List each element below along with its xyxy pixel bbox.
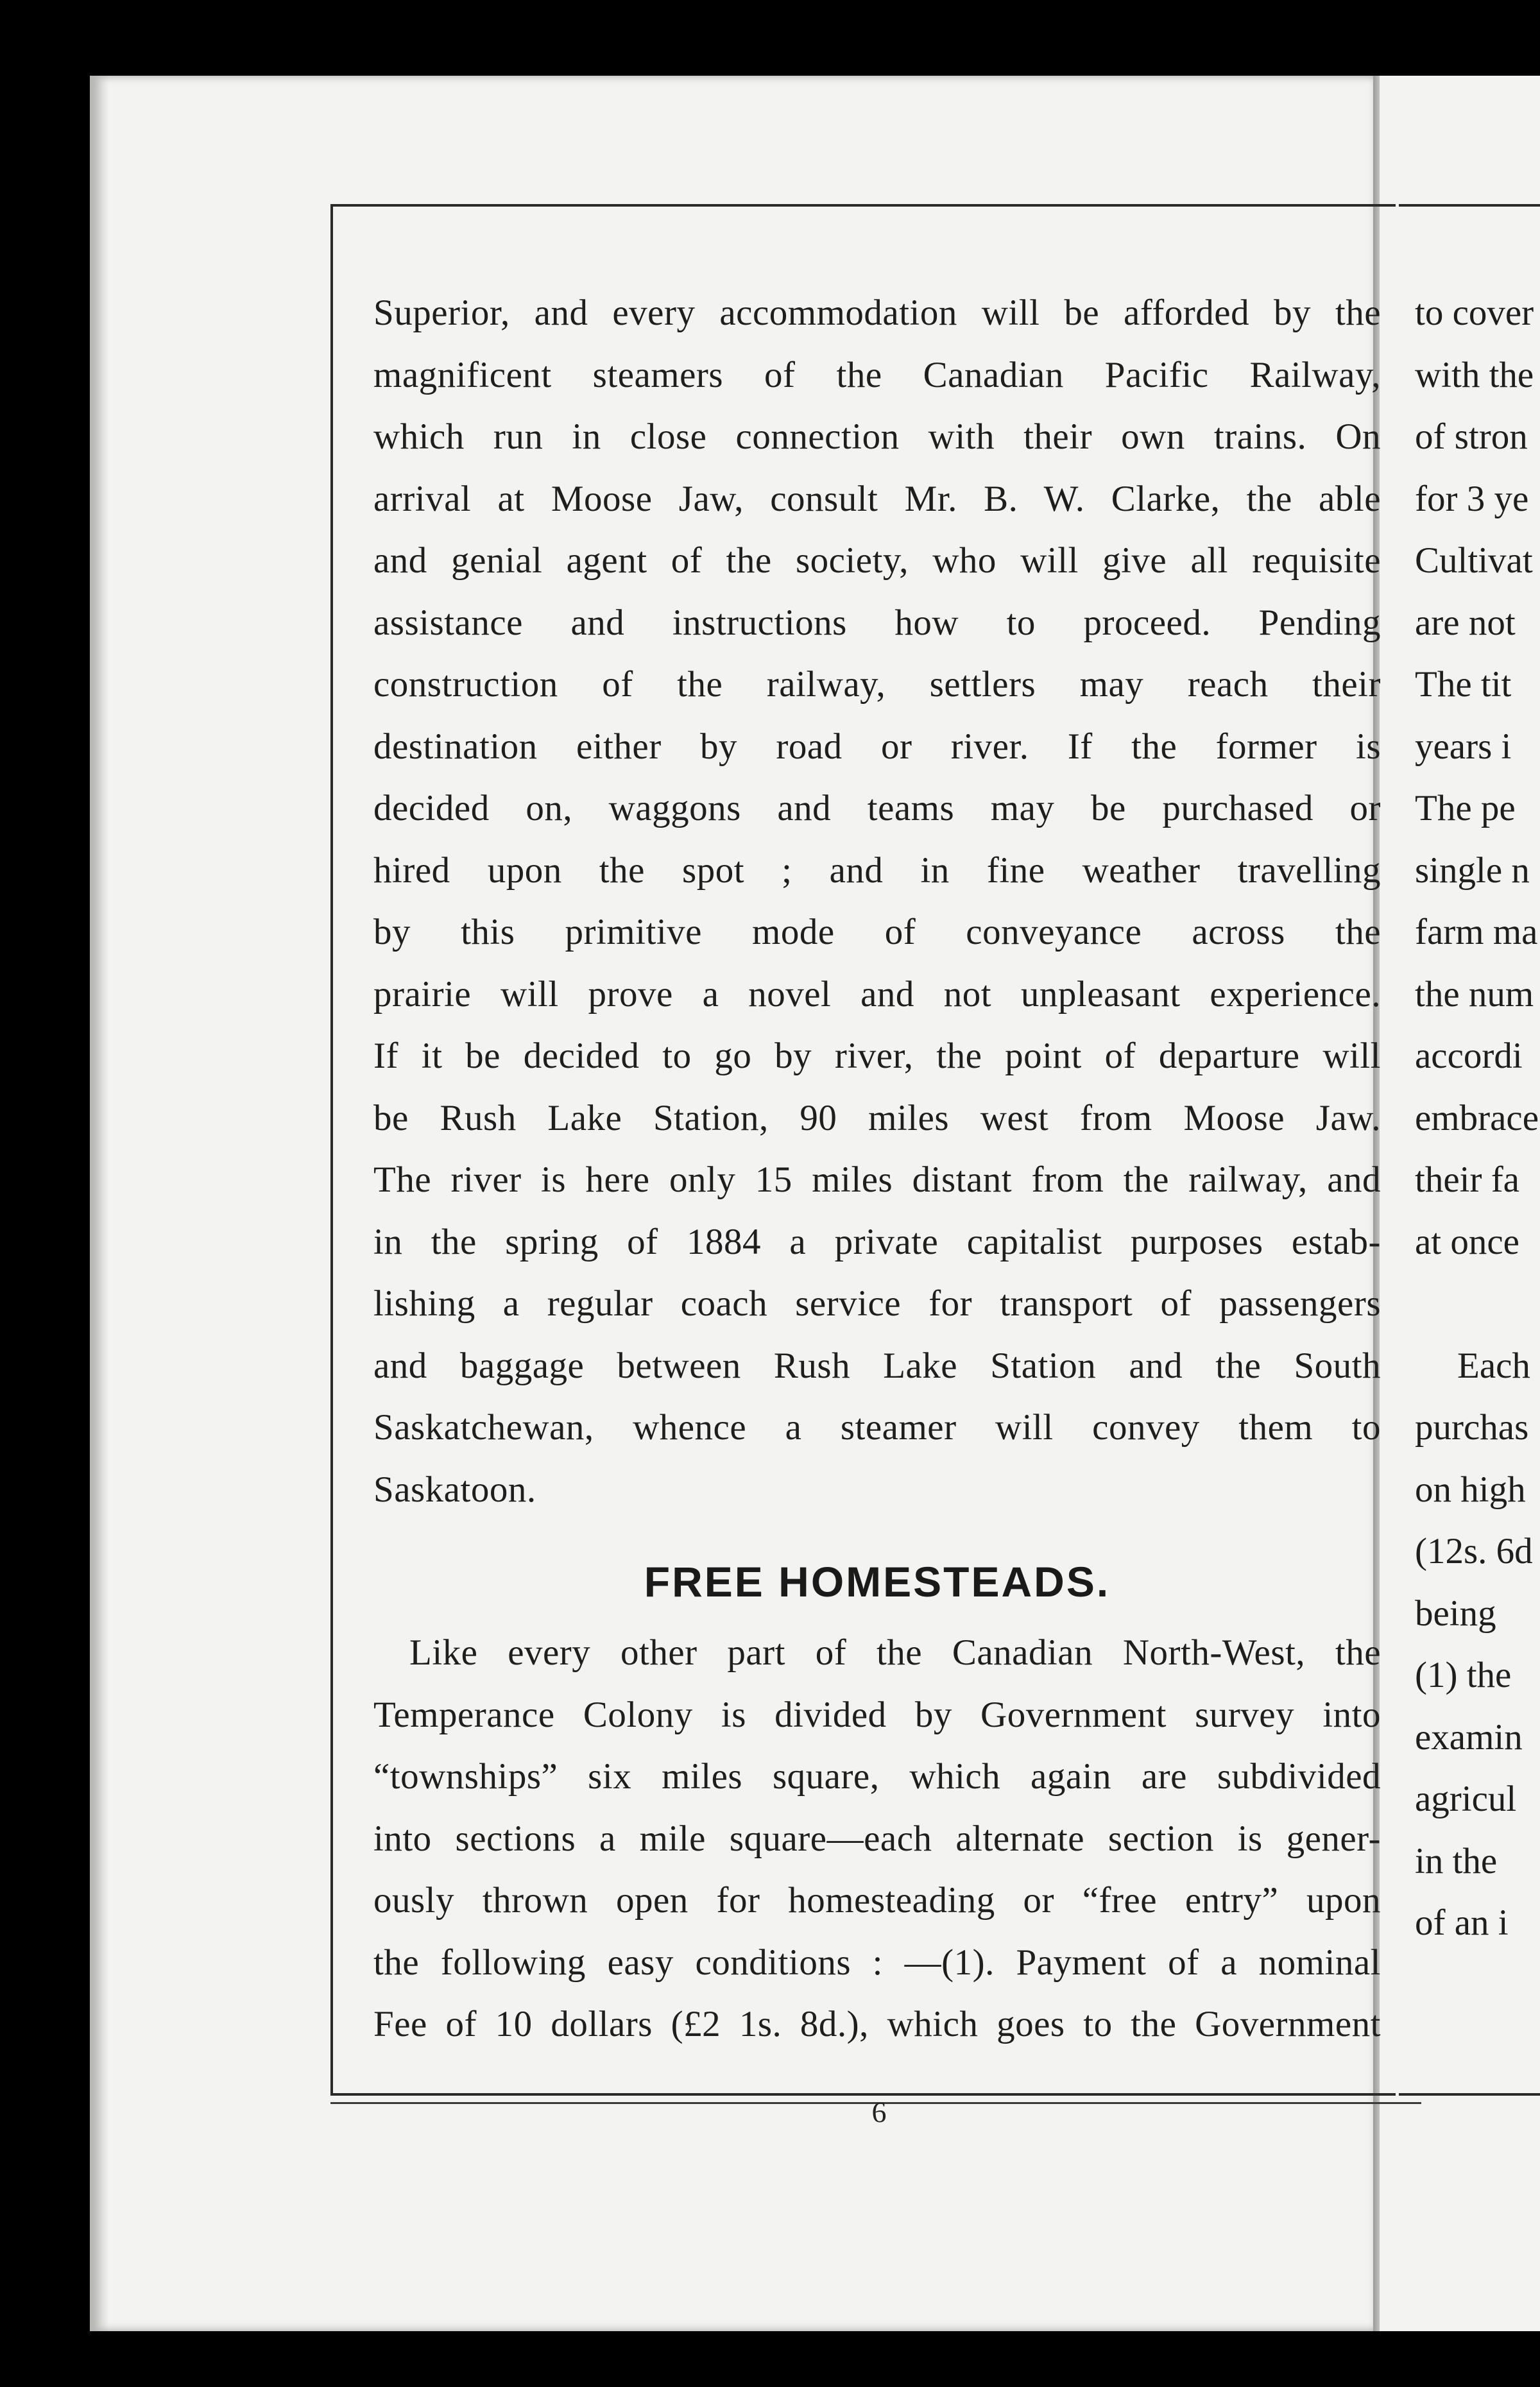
text-line: “townships” six miles square, which again are subdivided	[373, 1756, 1381, 1797]
text-line: prairie will prove a novel and not unpleasant experience.	[373, 973, 1381, 1014]
facing-text-line: (12s. 6d	[1415, 1531, 1533, 1571]
section-heading: FREE HOMESTEADS.	[644, 1558, 1111, 1605]
facing-text-line: embrace	[1415, 1097, 1539, 1138]
text-line: Saskatchewan, whence a steamer will convey them to	[373, 1407, 1381, 1448]
facing-text-line: to cover	[1415, 293, 1534, 333]
page-number: 6	[871, 2096, 887, 2128]
text-line: by this primitive mode of conveyance across the	[373, 912, 1381, 952]
text-line: If it be decided to go by river, the point of departure will	[373, 1036, 1381, 1076]
facing-text-line: purchas	[1415, 1407, 1529, 1448]
text-line: Superior, and every accommodation will be afforded by the	[373, 293, 1381, 333]
text-line: the following easy conditions : —(1). Payment of a nominal	[373, 1942, 1381, 1983]
text-line: hired upon the spot ; and in fine weather travelling	[373, 850, 1381, 891]
facing-text-line: at once	[1415, 1221, 1519, 1262]
facing-page-text	[1415, 282, 1540, 1955]
facing-text-line: their fa	[1415, 1159, 1519, 1200]
text-line: Temperance Colony is divided by Government survey into	[373, 1694, 1381, 1735]
facing-text-line: Cultivat	[1415, 540, 1533, 581]
paragraph-travel	[373, 282, 1381, 1521]
text-line: construction of the railway, settlers may reach their	[373, 664, 1381, 705]
text-line: magnificent steamers of the Canadian Pacific Railway,	[373, 354, 1381, 395]
right-page-border-bottom	[1399, 2093, 1540, 2096]
facing-blank-line	[1415, 1273, 1540, 1335]
facing-text-line: (1) the	[1415, 1655, 1512, 1695]
page-edge-shading	[90, 76, 109, 2331]
right-page-border-top	[1399, 204, 1540, 207]
text-line: lishing a regular coach service for transport of passengers	[373, 1283, 1381, 1324]
text-line: ously thrown open for homesteading or “free entry” upon	[373, 1880, 1381, 1921]
facing-text-line: being	[1415, 1593, 1496, 1634]
facing-text-line: for 3 ye	[1415, 478, 1529, 519]
page-body	[373, 282, 1381, 2056]
facing-text-line: The tit	[1415, 664, 1512, 705]
text-line: destination either by road or river. If the former is	[373, 726, 1381, 767]
facing-text-line: of an i	[1415, 1903, 1509, 1943]
facing-text-line: with the	[1415, 354, 1534, 395]
text-line: decided on, waggons and teams may be purchased or	[373, 788, 1381, 828]
text-line: in the spring of 1884 a private capitalist purposes estab-	[373, 1221, 1381, 1262]
facing-text-line: accordi	[1415, 1036, 1523, 1076]
text-line: be Rush Lake Station, 90 miles west from Moose Jaw.	[373, 1097, 1381, 1138]
text-line: Fee of 10 dollars (£2 1s. 8d.), which goes to the Government	[373, 2004, 1381, 2044]
facing-text-line: agricul	[1415, 1779, 1517, 1819]
facing-text-line: in the	[1415, 1840, 1498, 1881]
paragraph-homesteads	[373, 1622, 1381, 2056]
text-line: Like every other part of the Canadian North-West, the	[409, 1632, 1381, 1673]
text-line: arrival at Moose Jaw, consult Mr. B. W. Clarke, the able	[373, 478, 1381, 519]
facing-text-line: on high	[1415, 1469, 1526, 1510]
facing-text-line: Each	[1457, 1345, 1530, 1386]
facing-text-line: years i	[1415, 726, 1512, 767]
facing-text-line: farm ma	[1415, 912, 1538, 952]
facing-text-line: examin	[1415, 1716, 1523, 1758]
text-line: and genial agent of the society, who will give all requisite	[373, 540, 1381, 581]
facing-text-line: single n	[1415, 850, 1530, 891]
facing-text-line: are not	[1415, 602, 1516, 643]
facing-text-line: The pe	[1415, 788, 1516, 828]
text-line: The river is here only 15 miles distant from the railway, and	[373, 1159, 1381, 1200]
text-line: Saskatoon.	[373, 1469, 536, 1510]
text-line: into sections a mile square—each alternate section is gener-	[373, 1818, 1381, 1859]
text-line: which run in close connection with their own trains. On	[373, 416, 1381, 457]
text-line: assistance and instructions how to proceed. Pending	[373, 602, 1381, 643]
facing-text-line: of stron	[1415, 416, 1528, 457]
facing-text-line: the num	[1415, 973, 1534, 1014]
text-line: and baggage between Rush Lake Station and the South	[373, 1345, 1381, 1386]
